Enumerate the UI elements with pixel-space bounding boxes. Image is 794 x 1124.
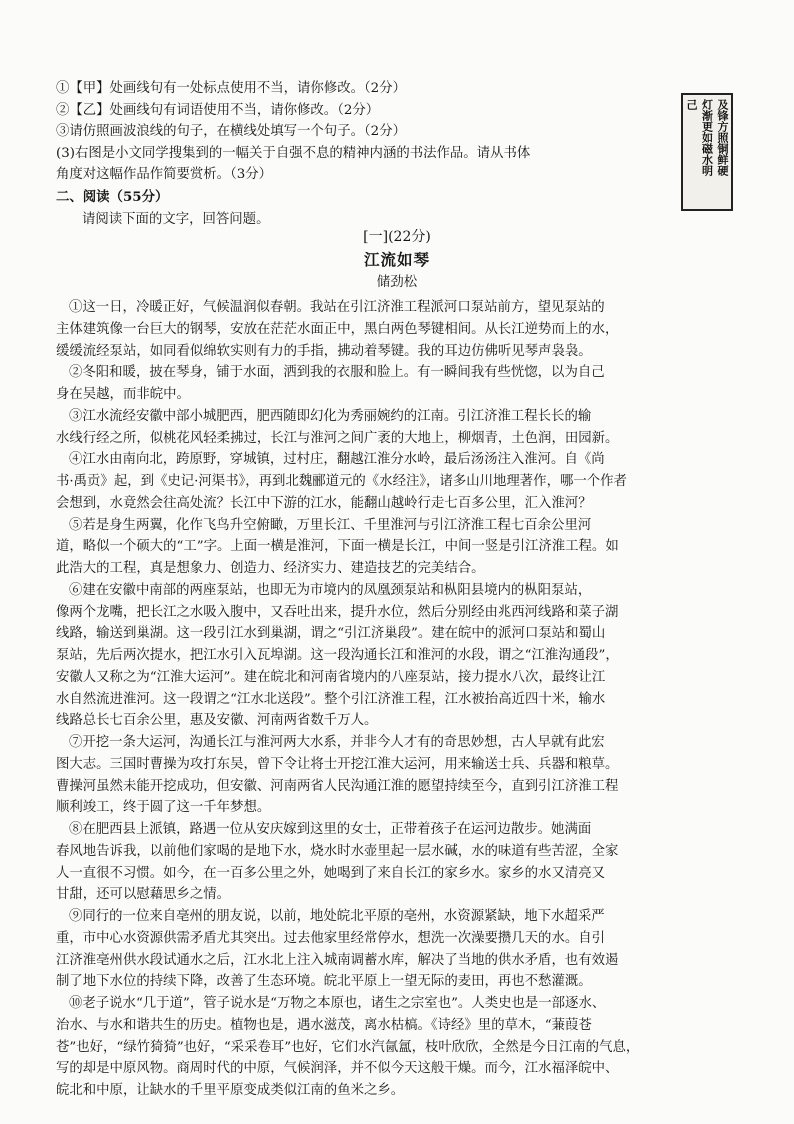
question-item: ②【乙】处画线句有词语使用不当，请你修改。（2分） [56,102,380,118]
paragraph-line: ⑥建在安徽中南部的两座泵站，也即无为市境内的凤凰颈泵站和枞阳县境内的枞阳泵站， [69,582,592,598]
question-item: ①【甲】处画线句有一处标点使用不当，请你修改。（2分） [56,81,406,96]
paragraph-line: ⑤若是身生两翼，化作飞鸟升空俯瞰，万里长江、千里淮河与引江济淮工程七百余公里河 [69,517,592,533]
question-item: 角度对这幅作品作简要赏析。（3分） [56,167,273,183]
paragraph-line: ⑦开挖一条大运河，沟通长江与淮河两大水系，并非今人才有的奇思妙想，古人早就有此宏 [69,735,605,750]
article-paragraph [56,819,756,906]
paragraph-line: 甘甜，还可以慰藉思乡之情。 [56,887,231,903]
paragraph-line: 线路总长七百余公里，惠及安徽、河南两省数千万人。 [56,713,378,729]
paragraph-line: ④江水由南向北，跨原野，穿城镇，过村庄，翻越江淮分水岭，最后汤汤注入淮河。自《尚 [69,452,605,468]
question-item: (3)右图是小文同学搜集到的一幅关于自强不息的精神内涵的书法作品。请从书体 [56,145,531,161]
paragraph-line: 春风地告诉我，以前他们家喝的是地下水，烧水时水壶里起一层水碱，水的味道有些苦涩，全家 [56,843,619,859]
calligraphy-column: 及锋方照铜鲜硬 [716,99,729,176]
question-block [56,78,686,230]
paragraph-line: 水线行经之所，似桃花风轻柔拂过，长江与淮河之间广袤的大地上，柳烟青，土色润，田园新。 [56,430,619,446]
article-paragraph [56,732,756,819]
article-paragraph [56,297,756,362]
paragraph-line: ⑩老子说水“几于道”，管子说水是“万物之本原也，诸生之宗室也”。人类史也是一部逐水、 [69,996,606,1011]
question-item: ③请仿照画波浪线的句子，在横线处填写一个句子。（2分） [56,124,406,140]
article-paragraph [56,580,756,732]
paragraph-line: 道，略似一个硕大的“工”字。上面一横是淮河，下面一横是长江，中间一竖是引江济淮工程。如 [56,539,619,555]
calligraphy-column: 己 [685,99,698,110]
paragraph-line: 安徽人又称之为“江淮大运河”。建在皖北和河南省境内的八座泵站，接力提水八次，最终让江 [56,669,606,685]
paragraph-line: 制了地下水位的持续下降，改善了生态环境。皖北平原上一望无际的麦田，再也不愁灌溉。 [56,974,592,990]
paragraph-line: 水自然流进淮河。这一段谓之“江水北送段”。整个引江济淮工程，江水被抬高近四十米，输水 [56,691,606,707]
article-paragraph [56,993,756,1102]
section-heading: 二、阅读（55分） [56,188,169,205]
article-paragraph [56,449,756,514]
paragraph-line: 泵站，先后两次提水，把江水引入瓦埠湖。这一段沟通长江和淮河的水段，谓之“江淮沟通段”， [56,648,619,663]
paragraph-line: ⑨同行的一位来自亳州的朋友说，以前，地处皖北平原的亳州，水资源紧缺，地下水超采严 [69,909,605,924]
paragraph-line: 主体建筑像一台巨大的钢琴，安放在茫茫水面正中，黑白两色琴键相间。从长江逆势而上的水， [56,321,619,337]
paragraph-line: 江济淮亳州供水段试通水之后，江水北上注入城南调蓄水库，解决了当地的供水矛盾，也有效遏 [56,952,619,968]
paragraph-line: 治水、与水和谐共生的历史。植物也是，遇水滋茂，离水枯槁。《诗经》里的草木，“蒹葭苍 [56,1017,592,1033]
paragraph-line: ③江水流经安徽中部小城肥西，肥西随即幻化为秀丽婉约的江南。引江济淮工程长长的输 [69,408,592,424]
paragraph-line: 身在吴越，而非皖中。 [56,387,190,402]
article-paragraph [56,362,756,406]
paragraph-line: 顺利竣工，终于圆了这一千年梦想。 [56,800,271,816]
paragraph-line: ⑧在肥西县上派镇，路遇一位从安庆嫁到这里的女士，正带着孩子在运河边散步。她满面 [69,822,592,837]
calligraphy-column: 灯渐更如磁水明 [700,99,714,176]
reading-instruction: 请阅读下面的文字，回答问题。 [82,211,270,227]
paragraph-line: 像两个龙嘴，把长江之水吸入腹中，又吞吐出来，提升水位，然后分别经由兆西河线路和菜子湖 [56,604,619,620]
paragraph-line: 人一直很不习惯。如今，在一百多公里之外，她喝到了来自长江的家乡水。家乡的水又清亮又 [56,865,606,881]
paragraph-line: 图大志。三国时曹操为攻打东吴，曾下令让将士开挖江淮大运河，用来输送士兵、兵器和粮草。 [56,756,619,772]
paragraph-line: 苍”也好，“绿竹猗猗”也好，“采采卷耳”也好，它们水汽氤氲，枝叶欣欣，全然是今日江南的气息， [56,1039,640,1055]
article-heading [0,227,794,293]
article-body [56,297,756,1102]
part-label: [一](22分) [363,229,431,245]
article-paragraph [56,406,756,450]
paragraph-line: ①这一日，冷暖正好，气候温润似春朝。我站在引江济淮工程派河口泵站前方，望见泵站的 [69,300,605,315]
article-paragraph [56,515,756,580]
paragraph-line: ②冬阳和暖，披在琴身，铺于水面，洒到我的衣服和脸上。有一瞬间我有些恍惚，以为自己 [69,365,605,381]
paragraph-line: 皖北和中原，让缺水的千里平原变成类似江南的鱼米之乡。 [56,1083,405,1098]
paragraph-line: 写的却是中原风物。商周时代的中原，气候润泽，并不似今天这般干燥。而今，江水福泽皖中、 [56,1061,619,1077]
paragraph-line: 此浩大的工程，真是想象力、创造力、经济实力、建造技艺的完美结合。 [56,561,485,576]
article-title: 江流如琴 [363,250,430,269]
paragraph-line: 曹操河虽然未能开挖成功，但安徽、河南两省人民沟通江淮的愿望持续至今，直到引江济淮工程 [56,778,619,794]
article-paragraph [56,906,756,993]
article-author: 储劲松 [376,274,418,290]
paragraph-line: 会想到，水竟然会往高处流？长江中下游的江水，能翻山越岭行走七百多公里，汇入淮河？ [56,495,592,511]
calligraphy-artwork [681,93,733,211]
paragraph-line: 重，市中心水资源供需矛盾尤其突出。过去他家里经常停水，想洗一次澡要攒几天的水。自引 [56,930,606,946]
paragraph-line: 缓缓流经泵站，如同看似绵软实则有力的手指，拂动着琴键。我的耳边仿佛听见琴声袅袅。 [56,343,592,359]
paragraph-line: 线路，输送到巢湖。这一段引江水到巢湖，谓之“引江济巢段”。建在皖中的派河口泵站和蜀山 [56,626,606,642]
paragraph-line: 书·禹贡》起，到《史记·河渠书》，再到北魏郦道元的《水经注》，诸多山川地理著作，哪一个作者 [56,474,627,489]
